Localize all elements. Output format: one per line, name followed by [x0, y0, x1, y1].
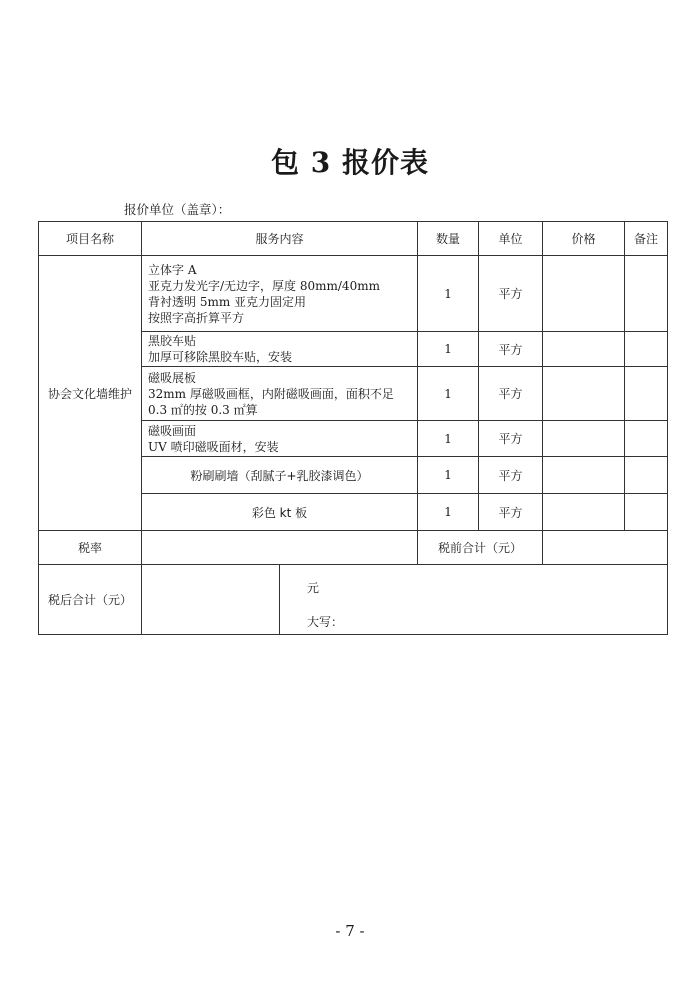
tax-rate-value[interactable]	[142, 531, 418, 565]
unit-cell: 平方	[479, 256, 543, 332]
capital-amount-label: 大写：	[307, 615, 344, 629]
service-cell	[142, 421, 418, 457]
unit-cell: 平方	[479, 367, 543, 421]
quantity-cell: 1	[418, 256, 479, 332]
header-quantity: 数量	[418, 222, 479, 256]
quantity-cell: 1	[418, 367, 479, 421]
service-line: 立体字 A	[148, 262, 197, 277]
unit-cell: 平方	[479, 421, 543, 457]
quote-table	[38, 221, 668, 635]
tax-rate-label: 税率	[39, 531, 142, 565]
service-line: 磁吸画面	[148, 423, 197, 438]
remark-cell[interactable]	[625, 256, 668, 332]
table-row	[39, 256, 668, 332]
unit-cell: 平方	[479, 457, 543, 494]
unit-cell: 平方	[479, 332, 543, 367]
service-cell: 粉刷刷墙（刮腻子+乳胶漆调色）	[142, 457, 418, 494]
service-line: 亚克力发光字/无边字，厚度 80mm/40mm	[148, 278, 380, 293]
pre-tax-total-label: 税前合计（元）	[418, 531, 543, 565]
quantity-cell: 1	[418, 332, 479, 367]
service-line: 加厚可移除黑胶车贴，安装	[148, 350, 293, 364]
price-cell[interactable]	[543, 494, 625, 531]
header-price: 价格	[543, 222, 625, 256]
quantity-cell: 1	[418, 494, 479, 531]
page-number: - 7 -	[335, 922, 365, 940]
price-cell[interactable]	[543, 367, 625, 421]
price-cell[interactable]	[543, 421, 625, 457]
remark-cell[interactable]	[625, 494, 668, 531]
quote-unit-label: 报价单位（盖章）：	[124, 202, 231, 217]
remark-cell[interactable]	[625, 332, 668, 367]
service-line: 按照字高折算平方	[148, 310, 245, 325]
service-cell	[142, 332, 418, 367]
service-cell	[142, 256, 418, 332]
tax-row	[39, 531, 668, 565]
after-tax-total-value[interactable]	[280, 565, 668, 635]
price-cell[interactable]	[543, 332, 625, 367]
remark-cell[interactable]	[625, 367, 668, 421]
service-line: 背衬透明 5mm 亚克力固定用	[148, 294, 307, 309]
quantity-cell: 1	[418, 457, 479, 494]
service-line: UV 喷印磁吸面材，安装	[148, 439, 279, 454]
after-tax-row	[39, 565, 668, 635]
header-service: 服务内容	[142, 222, 418, 256]
remark-cell[interactable]	[625, 457, 668, 494]
yuan-label: 元	[307, 581, 320, 595]
header-row	[39, 222, 668, 256]
price-cell[interactable]	[543, 256, 625, 332]
service-cell: 彩色 kt 板	[142, 494, 418, 531]
service-line: 32mm 厚磁吸画框，内附磁吸画面，面积不足	[148, 386, 394, 401]
header-item-name: 项目名称	[39, 222, 142, 256]
after-tax-blank[interactable]	[142, 565, 280, 635]
header-unit: 单位	[479, 222, 543, 256]
remark-cell[interactable]	[625, 421, 668, 457]
unit-cell: 平方	[479, 494, 543, 531]
after-tax-total-label: 税后合计（元）	[39, 565, 142, 635]
price-cell[interactable]	[543, 457, 625, 494]
page-title: 包 3 报价表	[271, 146, 429, 179]
quantity-cell: 1	[418, 421, 479, 457]
service-cell	[142, 367, 418, 421]
project-name: 协会文化墙维护	[39, 256, 142, 531]
pre-tax-total-value[interactable]	[543, 531, 668, 565]
service-line: 0.3 ㎡的按 0.3 ㎡算	[148, 402, 258, 417]
service-line: 黑胶车贴	[148, 334, 197, 348]
header-remark: 备注	[625, 222, 668, 256]
service-line: 磁吸展板	[148, 370, 197, 385]
